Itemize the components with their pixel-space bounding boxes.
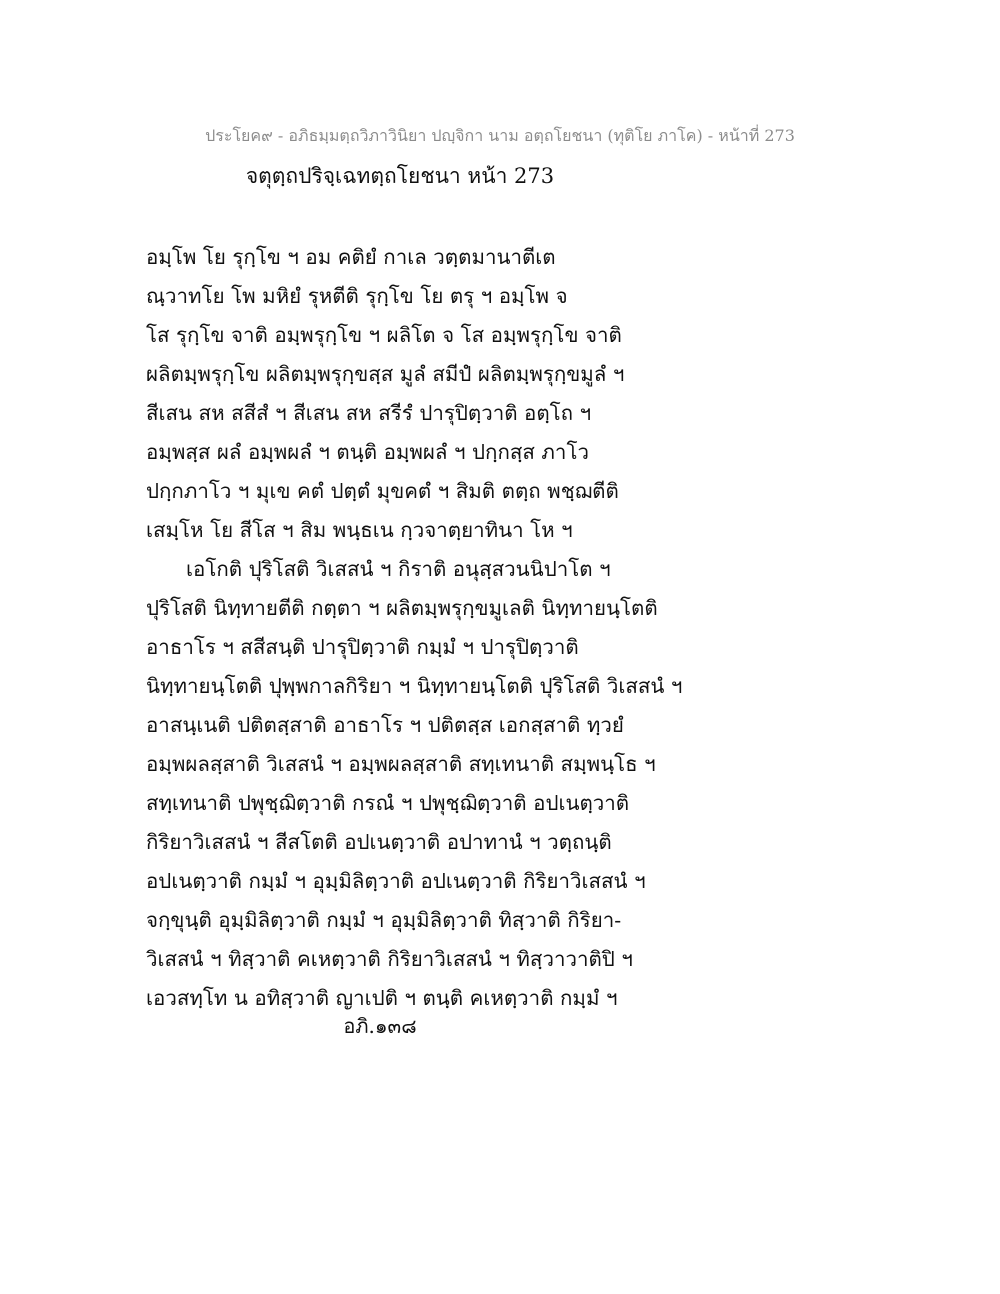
- text-line: สทฺเทนาติ ปพุชฺฌิตฺวาติ กรณํ ฯ ปพุชฺฌิตฺวาติ อปเนตฺวาติ: [146, 791, 630, 815]
- text-line: สีเสน สห สสีสํ ฯ สีเสน สห สรีรํ ปารุปิตฺวาติ อตฺโถ ฯ: [146, 401, 592, 425]
- text-line: อปเนตฺวาติ กมฺมํ ฯ อุมฺมิลิตฺวาติ อปเนตฺวาติ กิริยาวิเสสนํ ฯ: [146, 869, 646, 893]
- text-line: ผลิตมฺพรุกฺโข ผลิตมฺพรุกฺขสฺส มูลํ สมีปํ ผลิตมฺพรุกฺขมูลํ ฯ: [146, 362, 625, 386]
- text-line: ปุริโสติ นิทฺทายตีติ กตฺตา ฯ ผลิตมฺพรุกฺขมูเลติ นิทฺทายนฺโตติ: [146, 596, 658, 620]
- text-line: จกฺขุนฺติ อุมฺมิลิตฺวาติ กมฺมํ ฯ อุมฺมิลิตฺวาติ ทิสฺวาติ กิริยา-: [146, 908, 622, 932]
- text-line: กิริยาวิเสสนํ ฯ สีสโตติ อปเนตฺวาติ อปาทานํ ฯ วตฺถนฺติ: [146, 830, 612, 854]
- text-line: วิเสสนํ ฯ ทิสฺวาติ คเหตฺวาติ กิริยาวิเสสนํ ฯ ทิสฺวาวาติปิ ฯ: [146, 947, 633, 971]
- text-line: อมฺพสฺส ผลํ อมฺพผลํ ฯ ตนฺติ อมฺพผลํ ฯ ปกฺกสฺส ภาโว: [146, 440, 589, 464]
- text-line: ปกฺกภาโว ฯ มุเข คตํ ปตฺตํ มุขคตํ ฯ สิมติ ตตฺถ พชฺฌตีติ: [146, 479, 619, 503]
- section-title: จตุตฺถปริจฺเฉทตฺถโยชนา หน้า 273: [245, 164, 555, 188]
- page-code: อภิ.๑๓๘: [343, 1014, 417, 1038]
- text-line: ณฺวาทโย โพ มหิยํ รุหตีติ รุกฺโข โย ตรุ ฯ อมฺโพ จ: [146, 284, 568, 308]
- text-line: โส รุกฺโข จาติ อมฺพรุกฺโข ฯ ผลิโต จ โส อมฺพรุกฺโข จาติ: [146, 323, 622, 347]
- running-header: ประโยค๙ - อภิธมฺมตฺถวิภาวินิยา ปญฺจิกา นาม อตฺถโยชนา (ทุติโย ภาโค) - หน้าที่ 273: [205, 126, 795, 145]
- text-line: เอวสทฺโท น อทิสฺวาติ ญาเปติ ฯ ตนฺติ คเหตฺวาติ กมฺมํ ฯ: [146, 986, 618, 1010]
- text-line: อาสนฺเนติ ปติตสฺสาติ อาธาโร ฯ ปติตสฺส เอกสฺสาติ ทฺวยํ: [146, 713, 624, 737]
- text-line: อมฺพผลสฺสาติ วิเสสนํ ฯ อมฺพผลสฺสาติ สทฺเทนาติ สมฺพนฺโธ ฯ: [146, 752, 656, 776]
- paragraph-start-line: เอโกติ ปุริโสติ วิเสสนํ ฯ กิราติ อนุสฺสวนนิปาโต ฯ: [186, 557, 611, 581]
- text-line: อาธาโร ฯ สสีสนฺติ ปารุปิตฺวาติ กมฺมํ ฯ ปารุปิตฺวาติ: [146, 635, 579, 659]
- body-text: [146, 238, 886, 1018]
- text-line: อมฺโพ โย รุกฺโข ฯ อม คติยํ กาเล วตฺตมานาตีเต: [146, 245, 556, 269]
- text-line: เสมฺโห โย สีโส ฯ สิม พนฺธเน กฺวจาตฺยาทินา โห ฯ: [146, 518, 573, 542]
- text-line: นิทฺทายนฺโตติ ปุพฺพกาลกิริยา ฯ นิทฺทายนฺโตติ ปุริโสติ วิเสสนํ ฯ: [146, 674, 683, 698]
